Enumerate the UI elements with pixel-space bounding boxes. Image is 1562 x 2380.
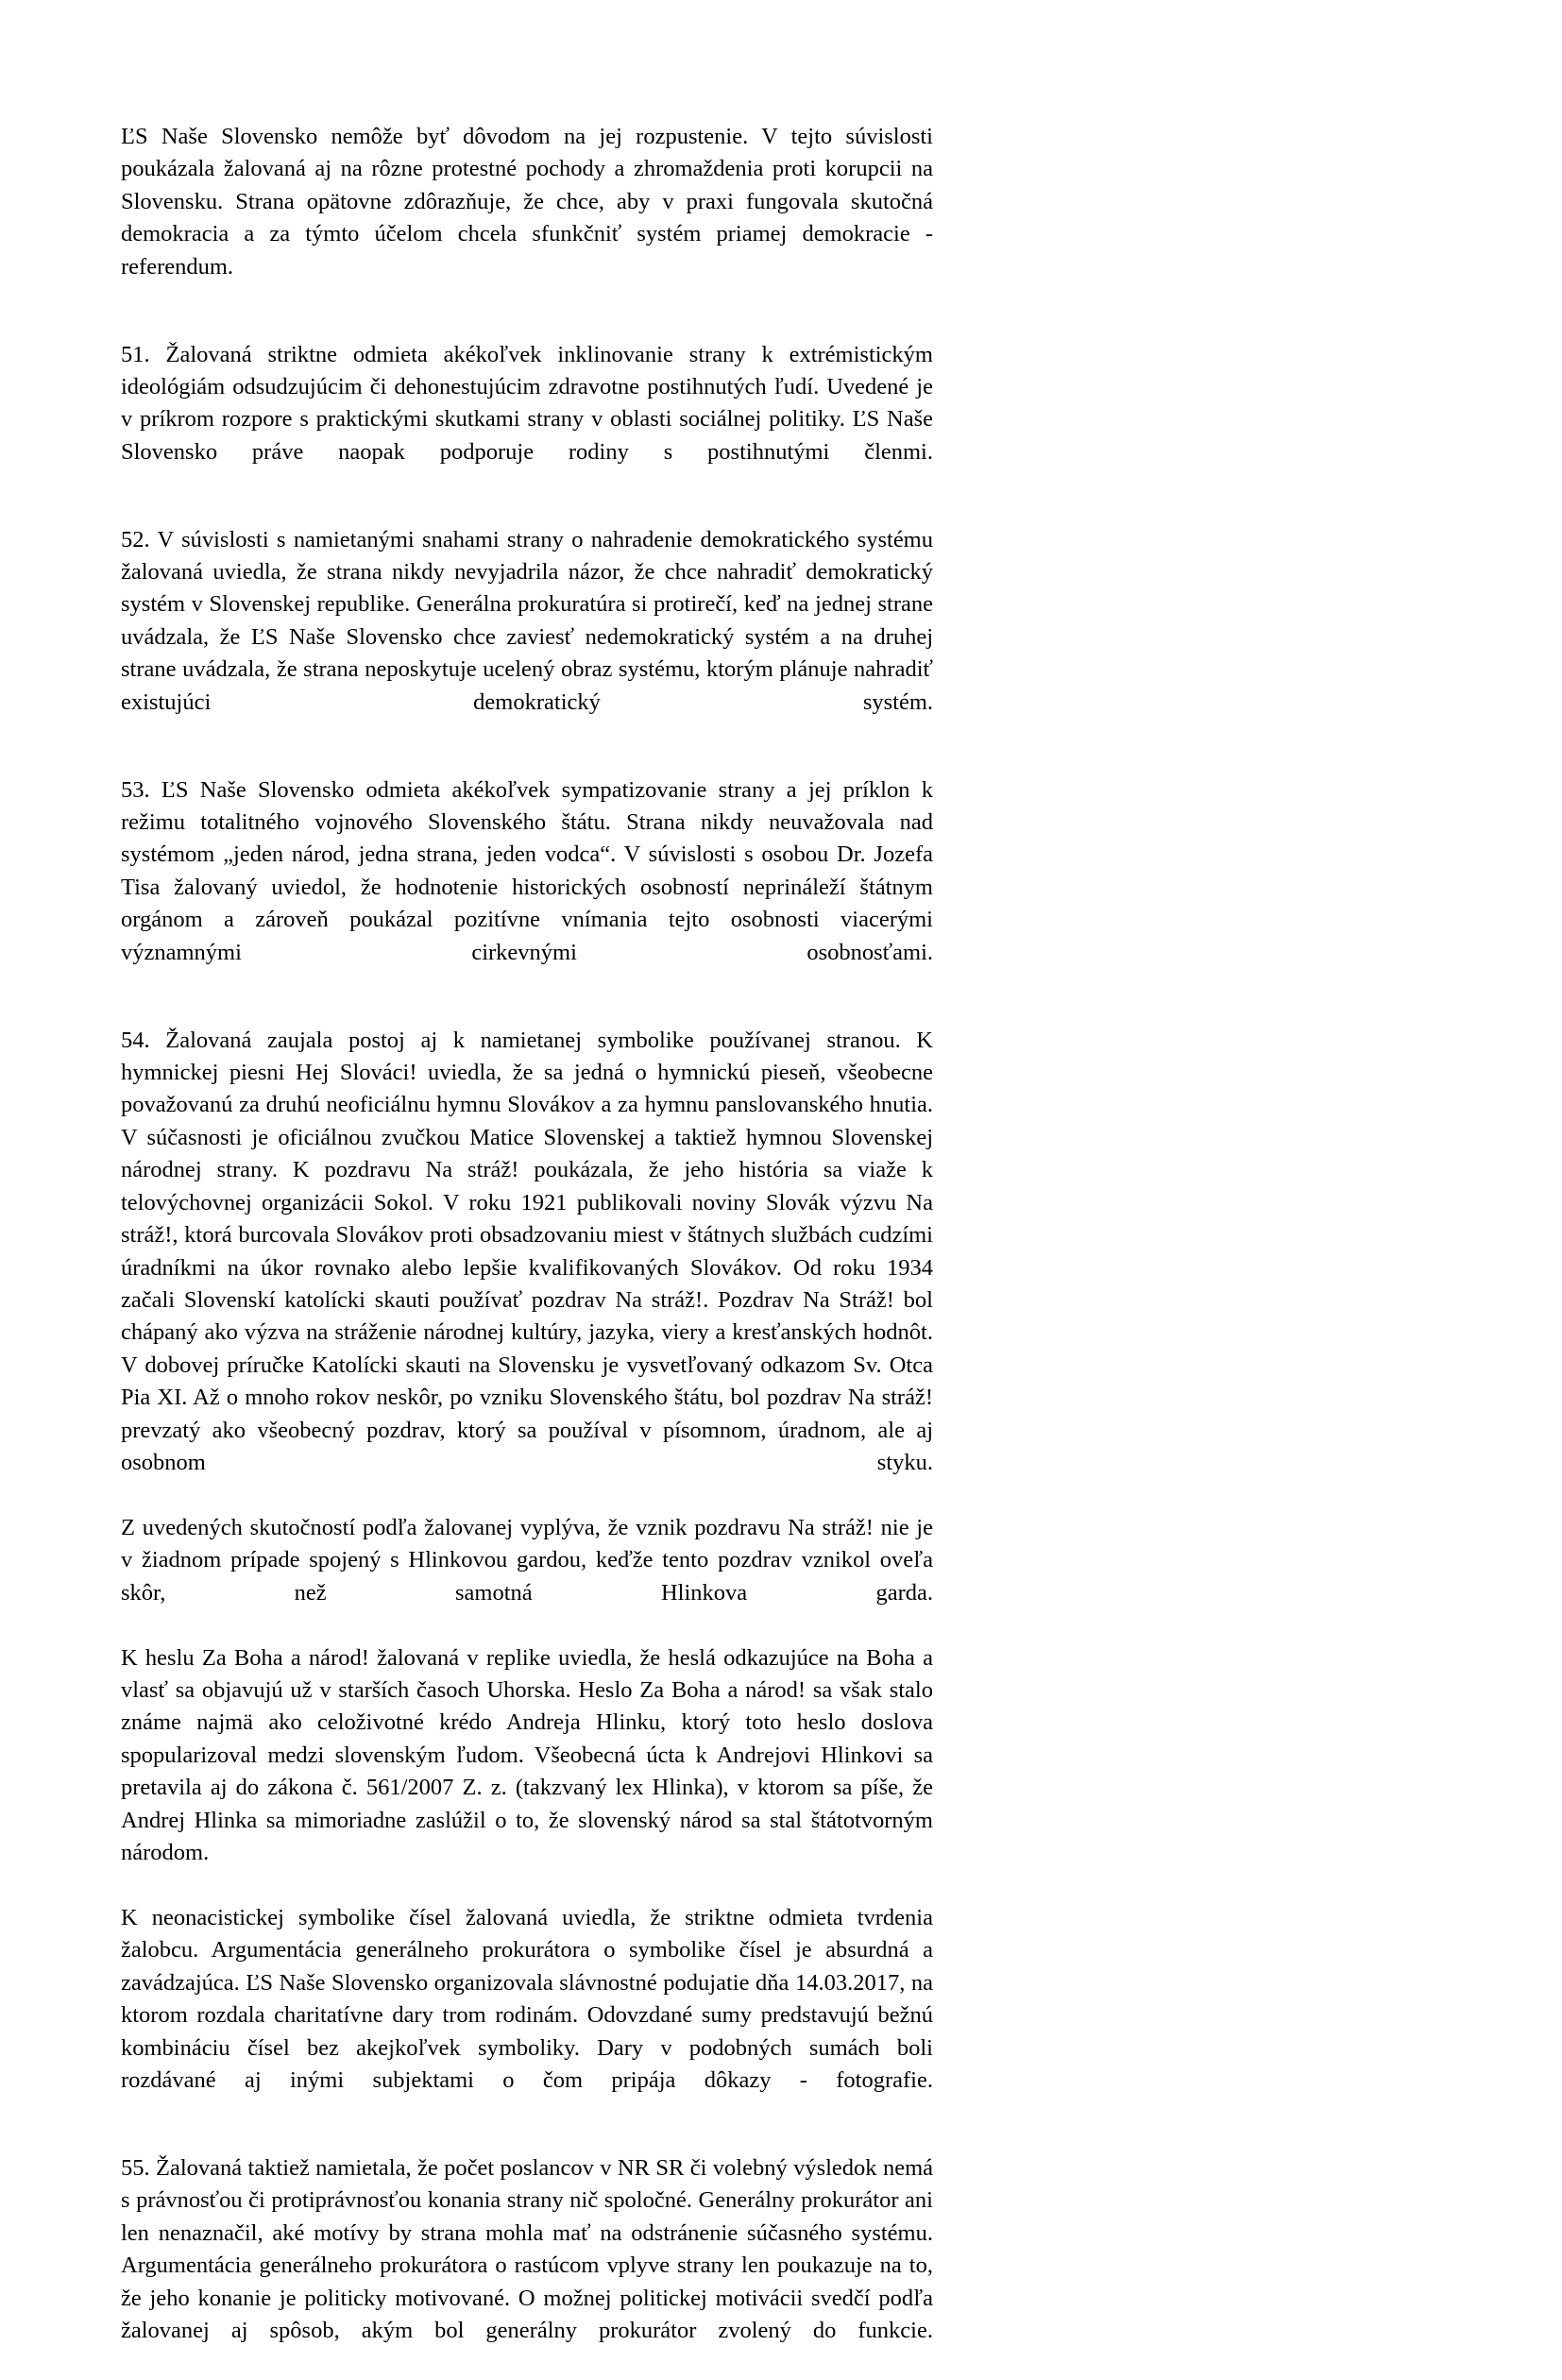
document-text-column xyxy=(121,121,933,2380)
paragraph-55: 55. Žalovaná taktiež namietala, že počet poslancov v NR SR či volebný výsledok nemá s právnosťou či protiprávnosťou konania strany nič spoločné. Generálny prokurátor ani len nenaznačil, aké motívy by strana mohla mať na odstránenie súčasného systému. Argumentácia generálneho prokurátora o rastúcom vplyve strany len poukazuje na to, že jeho konanie je politicky motivované. O možnej politickej motivácii svedčí podľa žalovanej aj spôsob, akým bol generálny prokurátor zvolený do funkcie. xyxy=(121,2154,933,2343)
paragraph-54-na-straz-zaver: Z uvedených skutočností podľa žalovanej vyplýva, že vznik pozdravu Na stráž! nie je v žiadnom prípade spojený s Hlinkovou gardou, keďže tento pozdrav vznikol oveľa skôr, než samotná Hlinkova garda. xyxy=(121,1514,933,1606)
paragraph-spacer xyxy=(121,2130,933,2152)
paragraph-continuation: ĽS Naše Slovensko nemôže byť dôvodom na jej rozpustenie. V tejto súvislosti poukázala žalovaná aj na rôzne protestné pochody a zhromaždenia proti korupcii na Slovensku. Strana opätovne zdôrazňuje, že chce, aby v praxi fungovala skutočná demokracia a za týmto účelom chcela sfunkčniť systém priamej demokracie - referendum. xyxy=(121,124,933,280)
paragraph-spacer xyxy=(121,502,933,524)
paragraph-spacer xyxy=(121,752,933,774)
paragraph-spacer xyxy=(121,316,933,339)
paragraph-54-za-boha-a-narod: K heslu Za Boha a národ! žalovaná v replike uviedla, že heslá odkazujúce na Boha a vlasť sa objavujú už v starších časoch Uhorska. Heslo Za Boha a národ! sa však stalo známe najmä ako celoživotné krédo Andreja Hlinku, ktorý toto heslo doslova spopularizoval medzi slovenským ľudom. Všeobecná úcta k Andrejovi Hlinkovi sa pretavila aj do zákona č. 561/2007 Z. z. (takzvaný lex Hlinka), v ktorom sa píše, že Andrej Hlinka sa mimoriadne zaslúžil o to, že slovenský národ sa stal štátotvorným národom. xyxy=(121,1644,933,1866)
paragraph-spacer xyxy=(121,1002,933,1025)
paragraph-54-symbolika: 54. Žalovaná zaujala postoj aj k namietanej symbolike používanej stranou. K hymnickej piesni Hej Slováci! uviedla, že sa jedná o hymnickú pieseň, všeobecne považovanú za druhú neoficiálnu hymnu Slovákov a za hymnu panslovanského hnutia. V súčasnosti je oficiálnou zvučkou Matice Slovenskej a taktiež hymnou Slovenskej národnej strany. K pozdravu Na stráž! poukázala, že jeho história sa viaže k telovýchovnej organizácii Sokol. V roku 1921 publikovali noviny Slovák výzvu Na stráž!, ktorá burcovala Slovákov proti obsadzovaniu miest v štátnych službách cudzími úradníkmi na úkor rovnako alebo lepšie kvalifikovaných Slovákov. Od roku 1934 začali Slovenskí katolícki skauti používať pozdrav Na stráž!. Pozdrav Na Stráž! bol chápaný ako výzva na stráženie národnej kultúry, jazyka, viery a kresťanských hodnôt. V dobovej príručke Katolícki skauti na Slovensku je vysvetľovaný odkazom Sv. Otca Pia XI. Až o mnoho rokov neskôr, po vzniku Slovenského štátu, bol pozdrav Na stráž! prevzatý ako všeobecný pozdrav, ktorý sa používal v písomnom, úradnom, ale aj osobnom styku. xyxy=(121,1027,933,1476)
paragraph-51: 51. Žalovaná striktne odmieta akékoľvek inklinovanie strany k extrémistickým ideológiám odsudzujúcim či dehonestujúcim zdravotne postihnutých ľudí. Uvedené je v príkrom rozpore s praktickými skutkami strany v oblasti sociálnej politiky. ĽS Naše Slovensko práve naopak podporuje rodiny s postihnutými členmi. xyxy=(121,341,933,465)
paragraph-52: 52. V súvislosti s namietanými snahami strany o nahradenie demokratického systému žalovaná uviedla, že strana nikdy nevyjadrila názor, že chce nahradiť demokratický systém v Slovenskej republike. Generálna prokuratúra si protirečí, keď na jednej strane uvádzala, že ĽS Naše Slovensko chce zaviesť nedemokratický systém a na druhej strane uvádzala, že strana neposkytuje ucelený obraz systému, ktorým plánuje nahradiť existujúci demokratický systém. xyxy=(121,526,933,715)
paragraph-54-symbolika-cisel: K neonacistickej symbolike čísel žalovaná uviedla, že striktne odmieta tvrdenia žalobcu. Argumentácia generálneho prokurátora o symbolike čísel je absurdná a zavádzajúca. ĽS Naše Slovensko organizovala slávnostné podujatie dňa 14.03.2017, na ktorom rozdala charitatívne dary trom rodinám. Odovzdané sumy predstavujú bežnú kombináciu čísel bez akejkoľvek symboliky. Dary v podobných sumách boli rozdávané aj inými subjektami o čom pripája dôkazy - fotografie. xyxy=(121,1904,933,2094)
paragraph-53: 53. ĽS Naše Slovensko odmieta akékoľvek sympatizovanie strany a jej príklon k režimu totalitného vojnového Slovenského štátu. Strana nikdy neuvažovala nad systémom „jeden národ, jedna strana, jeden vodca“. V súvislosti s osobou Dr. Jozefa Tisa žalovaný uviedol, že hodnotenie historických osobností neprináleží štátnym orgánom a zároveň poukázal pozitívne vnímania tejto osobnosti viacerými významnými cirkevnými osobnosťami. xyxy=(121,776,933,965)
